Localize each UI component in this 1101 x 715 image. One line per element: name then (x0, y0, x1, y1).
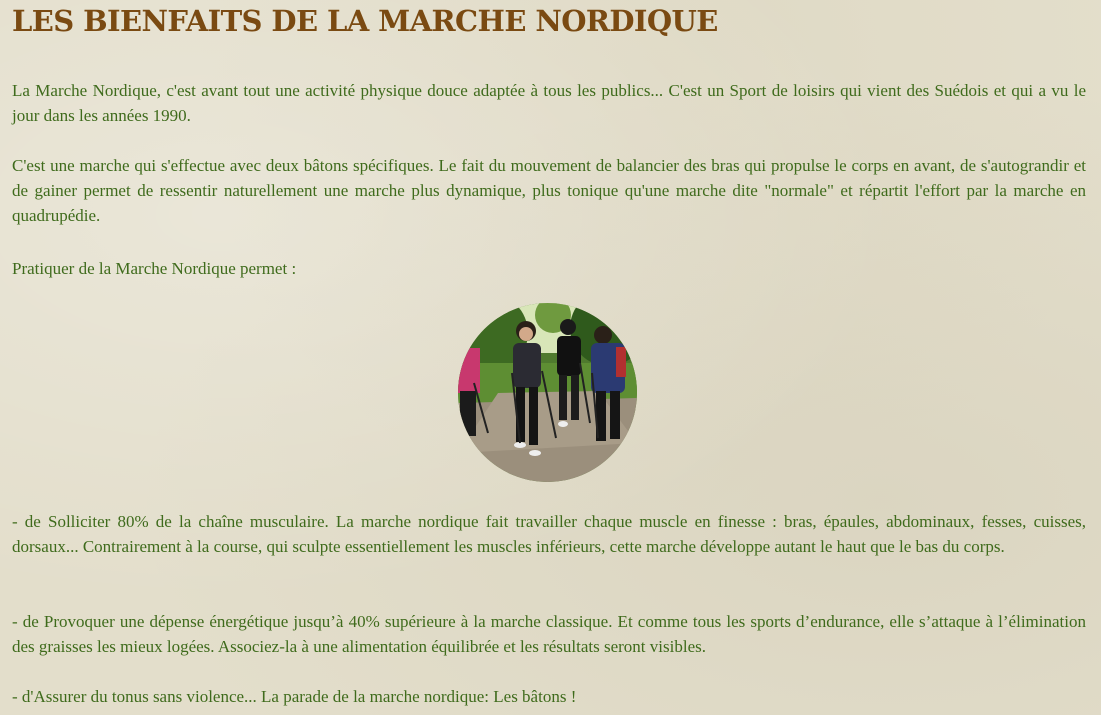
nordic-walking-photo (458, 303, 637, 482)
intro-paragraph-1: La Marche Nordique, c'est avant tout une activité physique douce adaptée à tous les publics... C'est un Sport de loisirs qui vient des Suédois et qui a vu le jour dans les années 1990. (12, 81, 1086, 125)
intro-paragraph-2: C'est une marche qui s'effectue avec deux bâtons spécifiques. Le fait du mouvement de balancier des bras qui propulse le corps en avant, de s'autograndir et de gainer permet de ressentir naturellement une marche plus dynamique, plus tonique qu'une marche dite "normale" et répartit l'effort par la marche en quadrupédie. (12, 156, 1086, 225)
benefit-item: - d'Assurer du tonus sans violence... La parade de la marche nordique: Les bâtons ! (12, 687, 577, 706)
benefits-lead: Pratiquer de la Marche Nordique permet : (12, 259, 297, 278)
benefit-item: - de Provoquer une dépense énergétique jusqu’à 40% supérieure à la marche classique. Et comme tous les sports d’endurance, elle s’attaque à l’élimination des graisses les mieux logées. Associez-la à une alimentation équilibrée et les résultats seront visibles. (12, 612, 1086, 656)
benefit-item: - de Solliciter 80% de la chaîne musculaire. La marche nordique fait travailler chaque muscle en finesse : bras, épaules, abdominaux, fesses, cuisses, dorsaux... Contrairement à la course, qui sculpte essentiellement les muscles inférieurs, cette marche développe autant le haut que le bas du corps. (12, 512, 1086, 556)
page-title: LES BIENFAITS DE LA MARCHE NORDIQUE (12, 4, 718, 38)
